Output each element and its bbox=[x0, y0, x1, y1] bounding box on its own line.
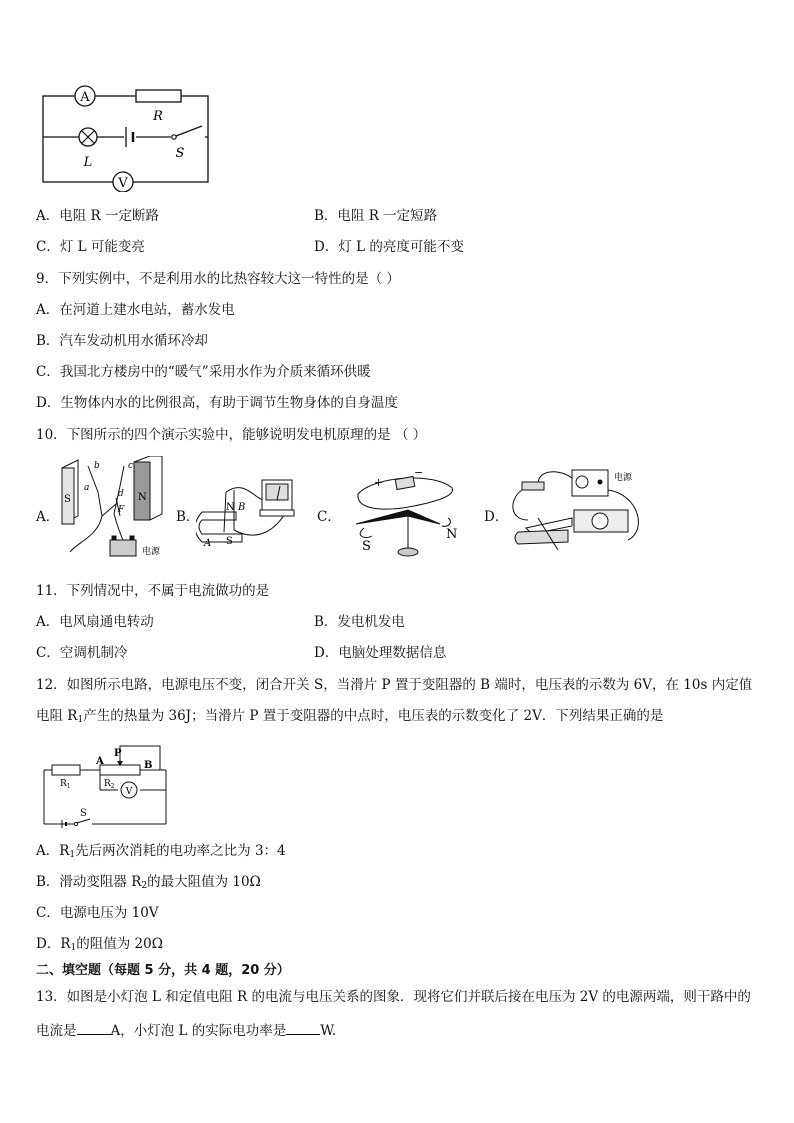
fig-b-s-label: S bbox=[226, 536, 233, 547]
r1-resistor bbox=[52, 765, 80, 775]
q12-opt-a-pre: A．R bbox=[36, 843, 70, 859]
fig-b-n-label: N bbox=[226, 502, 235, 513]
fig-d-power-label: 电源 bbox=[614, 473, 633, 483]
q10-stem: 10．下图所示的四个演示实验中，能够说明发电机原理的是 （ ） bbox=[36, 427, 427, 443]
q10-figure-c bbox=[344, 466, 462, 566]
q12-fig-b-label: B bbox=[144, 760, 153, 771]
q11-option-d: D．电脑处理数据信息 bbox=[314, 645, 447, 661]
q10-label-a: A． bbox=[36, 509, 60, 525]
switch-symbol bbox=[172, 135, 176, 139]
q12-opt-b-sub: 2 bbox=[141, 881, 148, 891]
q12-opt-a-post: 先后两次消耗的电功率之比为 3：4 bbox=[75, 843, 286, 859]
fig-a-d-label: d bbox=[118, 489, 124, 499]
q12-opt-b-post: 的最大阻值为 10Ω bbox=[147, 874, 261, 890]
resistor-symbol bbox=[136, 90, 181, 102]
q12-fig-p-label: P bbox=[114, 748, 122, 759]
q12-opt-b-pre: B．滑动变阻器 R bbox=[36, 874, 142, 890]
q8-option-b: B．电阻 R 一定短路 bbox=[314, 208, 438, 224]
q13-line2 bbox=[36, 1022, 336, 1040]
q9-option-c: C．我国北方楼房中的“暖气”采用水作为介质来循环供暖 bbox=[36, 364, 371, 380]
q9-option-d: D．生物体内水的比例很高，有助于调节生物身体的自身温度 bbox=[36, 395, 398, 411]
voltmeter-label: V bbox=[118, 176, 128, 191]
q10-figure-d bbox=[508, 460, 658, 560]
q10-label-c: C． bbox=[317, 509, 341, 525]
q12-option-d bbox=[36, 935, 163, 957]
r2-rheostat bbox=[100, 765, 140, 775]
q12-circuit-figure bbox=[40, 742, 172, 832]
switch-label: S bbox=[175, 146, 185, 161]
fig-b-a-label: A bbox=[204, 538, 212, 549]
fig-a-c-label: c bbox=[128, 461, 134, 471]
q12-stem2-sub: 1 bbox=[77, 715, 84, 725]
q10-label-b: B． bbox=[176, 509, 200, 525]
q12-opt-d-sub: 1 bbox=[70, 943, 77, 953]
q12-stem-line2 bbox=[36, 707, 663, 729]
ammeter-label: A bbox=[80, 90, 90, 105]
q9-stem: 9．下列实例中，不是利用水的比热容较大这一特性的是（ ） bbox=[36, 271, 400, 287]
lamp-label: L bbox=[83, 155, 93, 170]
q13-line2-c: W. bbox=[320, 1023, 337, 1039]
q12-fig-a-label: A bbox=[96, 756, 104, 767]
q9-option-a: A．在河道上建水电站，蓄水发电 bbox=[36, 302, 235, 318]
q11-option-b: B．发电机发电 bbox=[314, 614, 405, 630]
resistor-label: R bbox=[153, 109, 163, 124]
q11-option-c: C．空调机制冷 bbox=[36, 645, 128, 661]
fig-a-b-label: b bbox=[94, 461, 100, 471]
fig-c-s-label: S bbox=[362, 539, 371, 554]
q8-option-d: D．灯 L 的亮度可能不变 bbox=[314, 239, 464, 255]
fig-a-f-label: F bbox=[118, 505, 125, 515]
q13-line1: 13．如图是小灯泡 L 和定值电阻 R 的电流与电压关系的图象．现将它们并联后接在电压为 2V 的电源两端，则干路中的 bbox=[36, 989, 751, 1005]
q11-option-a: A．电风扇通电转动 bbox=[36, 614, 154, 630]
q12-fig-r2-sub: 2 bbox=[110, 783, 115, 790]
q12-option-c: C．电源电压为 10V bbox=[36, 905, 159, 921]
q13-blank-power[interactable] bbox=[286, 1022, 320, 1035]
q12-opt-d-pre: D．R bbox=[36, 936, 71, 952]
q12-stem-line1: 12．如图所示电路，电源电压不变，闭合开关 S，当滑片 P 置于变阻器的 B 端时，电压表的示数为 6V，在 10s 内定值 bbox=[36, 677, 753, 693]
q12-fig-r2-label bbox=[104, 779, 115, 790]
fig-c-plus-label: + bbox=[374, 476, 384, 489]
q12-opt-d-post: 的阻值为 20Ω bbox=[76, 936, 163, 952]
q13-blank-current[interactable] bbox=[77, 1022, 111, 1035]
q8-circuit-figure bbox=[38, 82, 214, 192]
q11-stem: 11．下列情况中，不属于电流做功的是 bbox=[36, 583, 270, 599]
q12-fig-r1: R bbox=[60, 779, 67, 789]
q12-stem2-post: 产生的热量为 36J；当滑片 P 置于变阻器的中点时，电压表的示数变化了 2V．下列结果正确的是 bbox=[83, 708, 664, 724]
fig-a-power-label: 电源 bbox=[142, 547, 161, 557]
q12-fig-r1-sub: 1 bbox=[66, 783, 71, 790]
q10-figure-a bbox=[58, 456, 170, 566]
q13-line2-b: A，小灯泡 L 的实际电功率是 bbox=[110, 1023, 287, 1039]
section-2-heading: 二、填空题（每题 5 分，共 4 题，20 分） bbox=[36, 963, 290, 978]
q12-option-a bbox=[36, 842, 286, 864]
q12-fig-s-label: S bbox=[80, 808, 87, 819]
q10-figure-b bbox=[196, 472, 304, 550]
q12-fig-v-label: V bbox=[125, 787, 133, 797]
fig-a-s-label: S bbox=[64, 494, 71, 505]
fig-a-n-label: N bbox=[138, 492, 147, 503]
q12-option-b bbox=[36, 873, 261, 895]
q12-stem2-pre: 电阻 R bbox=[36, 708, 78, 724]
q10-label-d: D． bbox=[484, 509, 509, 525]
q9-option-b: B．汽车发动机用水循环冷却 bbox=[36, 333, 208, 349]
q12-opt-a-sub: 1 bbox=[69, 850, 76, 860]
fig-c-minus-label: − bbox=[414, 466, 424, 479]
q8-option-a: A．电阻 R 一定断路 bbox=[36, 208, 159, 224]
q12-fig-r1-label bbox=[60, 779, 71, 790]
q12-fig-r2: R bbox=[104, 779, 111, 789]
q13-line2-a: 电流是 bbox=[36, 1023, 77, 1039]
fig-b-b-label: B bbox=[238, 502, 246, 513]
fig-a-a-label: a bbox=[84, 483, 90, 493]
fig-c-n-label: N bbox=[446, 527, 458, 542]
q8-option-c: C．灯 L 可能变亮 bbox=[36, 239, 145, 255]
